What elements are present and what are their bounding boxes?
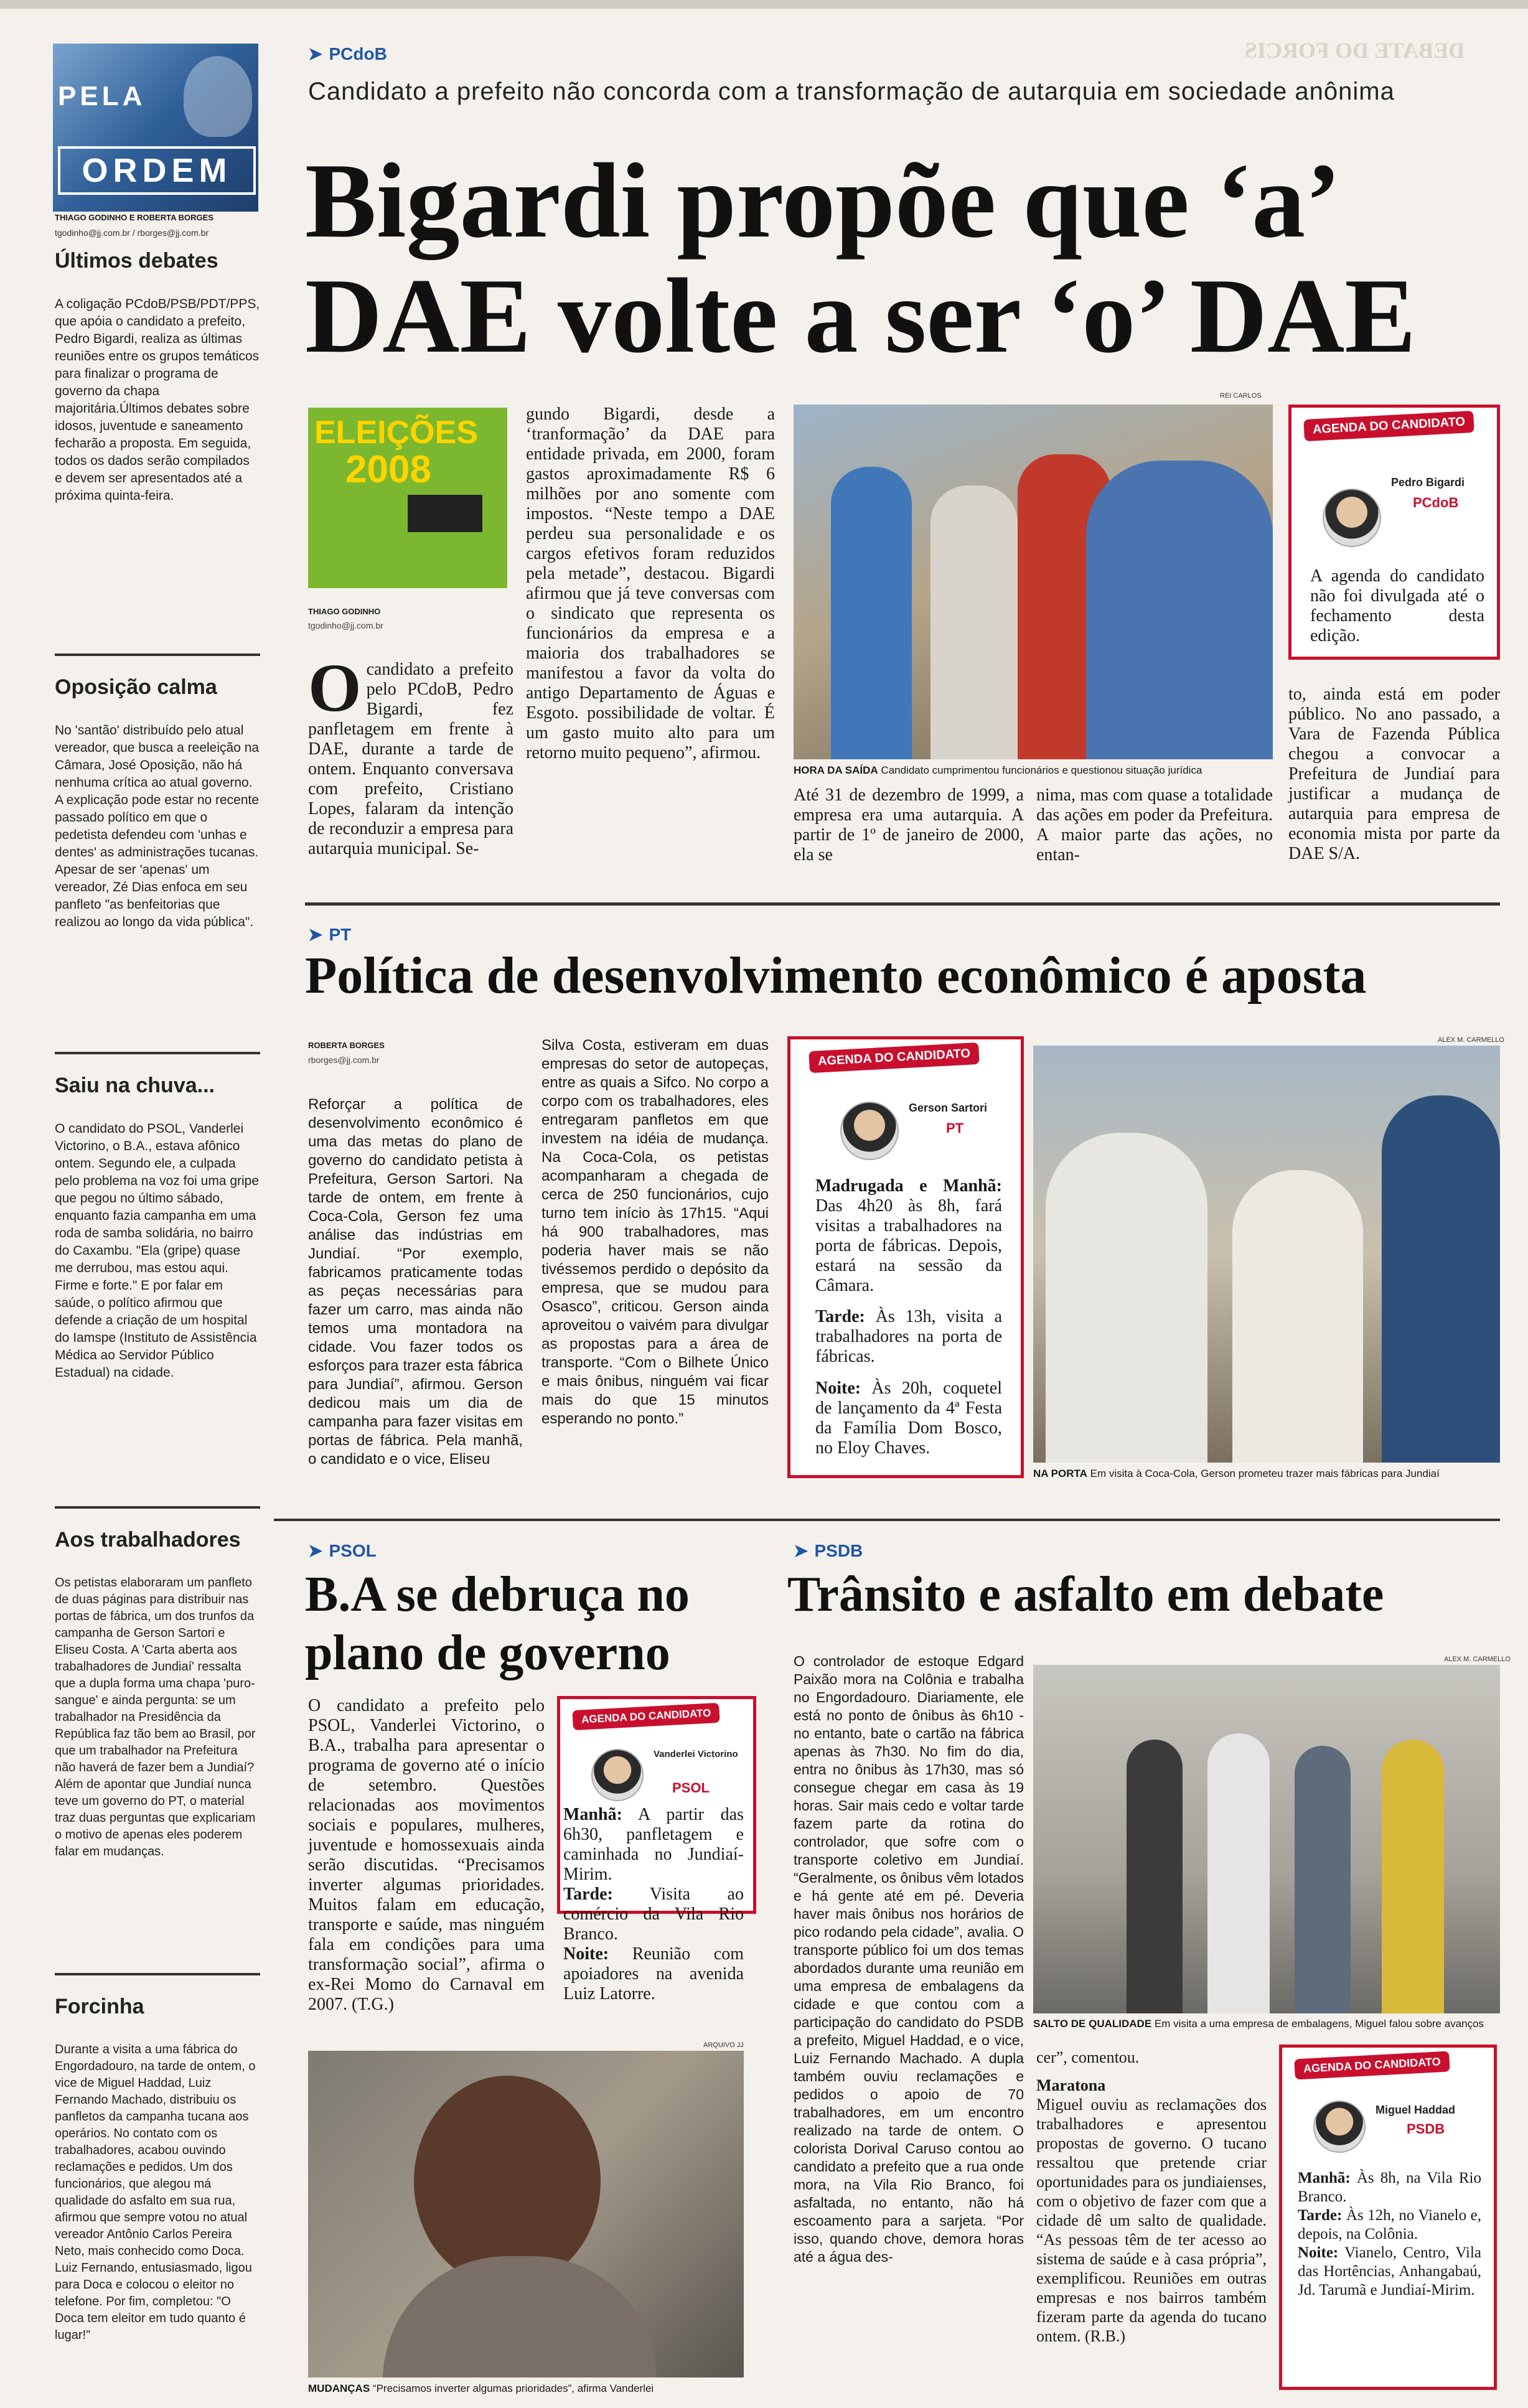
agenda-item-text: A partir das 6h30, panfletagem e caminhada no Jundiaí-Mirim. [563,1805,744,1884]
hand-illustration [184,56,252,137]
section-divider [305,902,1500,906]
story2-kicker [308,924,351,945]
top-edge [0,0,1528,9]
story1-photo [794,405,1273,759]
agenda-name: Vanderlei Victorino [654,1749,738,1759]
note-title: Últimos debates [55,249,218,273]
agenda-item-text: Reunião com apoiadores na avenida Luiz Latorre. [563,1944,744,2003]
kicker-label: PT [329,925,352,944]
story4-photo [1033,1665,1500,2013]
note-4 [55,1528,260,1860]
caption-label: HORA DA SAÍDA [794,764,878,776]
photo-credit: ALEX M. CARMELLO [1438,1036,1504,1044]
agenda-item-label: Madrugada e Manhã: [815,1176,1002,1196]
divider [55,1506,260,1509]
agenda-item-text: Às 12h, no Vianelo e, depois, na Colônia. [1298,2207,1481,2242]
agenda-item-text: Às 13h, visita a trabalhadores na porta de fábricas. [815,1307,1002,1366]
caption-label: MUDANÇAS [308,2382,370,2394]
story1-col1 [308,650,513,859]
agenda-item-1 [1298,2169,1481,2206]
story1-col5: to, ainda está em poder público. No ano passado, a Vara de Fazenda Pública chegou a convocar a Prefeitura de Jundiaí para justificar a mudança de autarquia para empresa de economia mista por parte da DAE S/A. [1288,685,1500,863]
story3-headline: B.A se debruça no plano de governo [305,1567,690,1680]
agenda-party: PSDB [1407,2121,1445,2137]
agenda-item-label: Manhã: [1298,2170,1351,2186]
story2-email: rborges@jj.com.br [308,1055,380,1065]
dropcap: O [308,650,362,726]
note-5 [55,1995,260,2344]
agenda-items [1298,2169,1481,2300]
story4-col1: O controlador de estoque Edgard Paixão mora na Colônia e trabalha no Engordadouro. Diariamente, ele está no ponto de ônibus às 6h10 - no entanto, bate o cartão na fábrica apenas às 7h30. No fim do dia, entra no ônibus às 17h30, mas só consegue chegar em casa às 19 horas. Sair mais cedo e voltar tarde fazem parte da rotina do controlador, que sofre com o transporte coletivo em Jundiaí. “Geralmente, os ônibus vêm lotados e há gente até em pé. Deveria haver mais ônibus nos horários de pico rodando pela cidade”, avalia. O transporte público foi um dos temas abordados durante uma reunião em uma empresa de embalagens da cidade e que contou com a participação do candidato do PSDB a prefeito, Miguel Haddad, e o vice, Luiz Fernando Machado. A dupla também ouviu reclamações e pedidos o apoio de 70 trabalhadores, em um encontro realizado na tarde de ontem. O colorista Dorival Caruso contou ao candidato a prefeito que a rua onde mora, na Vila Rio Branco, foi asfaltada, no entanto, não há escoamento para a sarjeta. “Por isso, quando chove, demora horas até a água des- [794,1653,1024,2265]
candidate-photo [1313,2101,1366,2153]
story2-photo [1033,1046,1500,1463]
agenda-item-3 [1298,2244,1481,2300]
note-text: A coligação PCdoB/PSB/PDT/PPS, que apóia o candidato a prefeito, Pedro Bigardi, realiza as últimas reuniões entre os grupos temáticos para finalizar o programa de governo da chapa majoritária.Últimos debates sobre idosos, juventude e saneamento fecharão a proposta. Em seguida, todos os dados serão compilados e devem ser apresentados até a próxima quinta-feira. [55,297,260,503]
caption-label: NA PORTA [1033,1468,1087,1479]
column-logo [53,44,258,212]
agenda-name: Miguel Haddad [1376,2104,1456,2116]
agenda-item-text: Às 20h, coquetel de lançamento da 4ª Festa da Família Dom Bosco, no Eloy Chaves. [815,1379,1003,1458]
caption-text: Candidato cumprimentou funcionários e questionou situação jurídica [881,764,1202,776]
agenda-item-1 [563,1805,744,1885]
ballot-keypad-icon [408,495,482,532]
caption-text: Em visita a uma empresa de embalagens, Miguel falou sobre avanços [1154,2018,1484,2030]
arrow-icon: ➤ [308,1541,323,1560]
kicker-label: PSDB [814,1541,863,1560]
candidate-photo [840,1102,899,1160]
agenda-title: AGENDA DO CANDIDATO [1303,411,1474,441]
agenda-item-label: Noite: [563,1944,609,1964]
agenda-item-2 [1298,2206,1481,2244]
note-text: O candidato do PSOL, Vanderlei Victorino, o B.A., estava afônico ontem. Segundo ele, a culpada pelo problema na voz foi uma gripe que pegou no último sábado, enquanto fazia campanha em uma roda de samba solidária, no bairro do Caxambu. "Ela (gripe) quase me derrubou, mas estou aqui. Firme e forte." E por falar em saúde, o político afirmou que defende a criação de um hospital do Iamspe (Instituto de Assistência Médica ao Servidor Público Estadual) na cidade. [55,1122,260,1380]
agenda-item-text: Das 4h20 às 8h, fará visitas a trabalhadores na porta de fábricas. Depois, estará na sessão da Câmara. [815,1196,1002,1295]
story1-byline: THIAGO GODINHO [308,607,381,616]
story4-caption [1033,2018,1506,2030]
note-text: No 'santão' distribuído pelo atual vereador, que busca a reeleição na Câmara, José Oposição, não há nenhuma crítica ao atual governo. A explicação pode estar no recente passado político em que o pedetista defendeu com 'unhas e dentes' as administrações tucanas. Apesar de ser 'apenas' um vereador, Zé Dias enfoca em seu panfleto "as benfeitorias que realizou ao longo da vida pública". [55,723,260,929]
caption-text: Em visita à Coca-Cola, Gerson prometeu trazer mais fábricas para Jundiaí [1090,1468,1440,1479]
story4-headline: Trânsito e asfalto em debate [787,1567,1384,1622]
agenda-title: AGENDA DO CANDIDATO [1294,2051,1450,2080]
divider [55,1052,260,1054]
agenda-item-2 [563,1885,744,1944]
col2-lead: cer”, comentou. [1036,2048,1140,2066]
note-title: Forcinha [55,1995,144,2018]
arrow-icon: ➤ [308,44,323,63]
story2-col1: Reforçar a política de desenvolvimento econômico é uma das metas do plano de governo do candidato petista à Prefeitura, Gerson Sartori. Na tarde de ontem, em frente à Coca-Cola, Gerson fez uma análise das indústrias em Jundiaí. “Por exemplo, fabricamos praticamente todas as peças necessárias para fazer um carro, mas ainda não temos uma montadora na cidade. Vou fazer todos os esforços para trazer esta fábrica para Jundiaí”, afirmou. Gerson dedicou mais um dia de campanha para fazer visitas em portas de fábrica. Pela manhã, o candidato e o vice, Eliseu [308,1096,523,1468]
story1-col3: Até 31 de dezembro de 1999, a empresa era uma autarquia. A partir de 1º de janeiro de 2000, ela se [794,785,1024,864]
story1-deck: Candidato a prefeito não concorda com a transformação de autarquia em sociedade anônima [308,78,1395,105]
badge-line2: 2008 [345,448,431,491]
story1-email: tgodinho@jj.com.br [308,621,383,630]
caption-label: SALTO DE QUALIDADE [1033,2018,1152,2030]
story4-kicker [794,1540,863,1561]
story1-agenda [1288,405,1500,660]
note-text: Os petistas elaboraram um panfleto de duas páginas para distribuir nas portas de fábrica, um dos trunfos da campanha de Gerson Sartori e Eliseu Costa. A 'Carta aberta aos trabalhadores de Jundiaí' ressalta que a dupla forma uma chapa 'puro-sangue' e ainda pergunta: se um trabalhador na Presidência da República faz tão bem ao Brasil, por que um trabalhador na Prefeitura não haverá de fazer bem a Jundiaí? Além de apontar que Jundiaí nunca teve um governo do PT, o material traz duas perguntas que explicariam o motivo de apenas eles poderem falar em mudanças. [55,1576,256,1858]
badge-line1: ELEIÇÕES [314,415,478,451]
note-title: Aos trabalhadores [55,1528,241,1552]
show-through-text: DEBATE DO FORCIS [1245,38,1465,63]
agenda-item-label: Noite: [1298,2244,1339,2261]
section-divider [274,1519,1500,1521]
story3-kicker [308,1540,377,1561]
story4-agenda [1279,2045,1497,2390]
story3-col1: O candidato a prefeito pelo PSOL, Vanderlei Victorino, o B.A., trabalha para apresentar o programa de governo até o início de setembro. Questões relacionadas aos movimentos sociais e populares, mulheres, juventude e homossexuais ainda serão discutidas. “Precisamos inverter algumas prioridades. Muitos falam em educação, transporte e saúde, mas ninguém fala em condições para uma transformação social”, afirma o ex-Rei Momo do Carnaval em 2007. (T.G.) [308,1696,545,2014]
col-text: candidato a prefeito pelo PCdoB, Pedro Bigardi, fez panfletagem em frente à DAE, durante a tarde de ontem. Enquanto conversava com prefeito, Cristiano Lopes, falaram da intenção de reconduzir a empresa para autarquia municipal. Se- [308,660,513,858]
agenda-text: A agenda do candidato não foi divulgada até o fechamento desta edição. [1310,566,1484,645]
agenda-name: Pedro Bigardi [1391,476,1465,489]
agenda-item-label: Noite: [815,1379,861,1398]
divider [55,654,260,656]
story2-agenda [787,1036,1024,1478]
column-emails: tgodinho@jj.com.br / rborges@jj.com.br [55,228,209,238]
agenda-name: Gerson Sartori [909,1102,988,1114]
elections-badge [308,408,507,588]
agenda-party: PSOL [672,1780,710,1796]
agenda-item-text: Vianelo, Centro, Vila das Hortências, Anhangabaú, Jd. Tarumã e Jundiaí-Mirim. [1298,2244,1481,2298]
logo-bottom-text: ORDEM [58,146,256,195]
agenda-party: PCdoB [1413,495,1459,510]
note-2 [55,675,260,931]
note-title: Saiu na chuva... [55,1074,215,1097]
story3-photo [308,2051,744,2378]
note-text: Durante a visita a uma fábrica do Engordadouro, na tarde de ontem, o vice de Miguel Haddad, Luiz Fernando Machado, distribuiu os panfletos da campanha tucana aos operários. No contato com os trabalhadores, acabou ouvindo reclamações e pedidos. Um dos funcionários, que alegou má qualidade do asfalto em sua rua, afirmou que sempre votou no atual vereador Antônio Carlos Pereira Neto, mais conhecido como Doca. Luiz Fernando, entusiasmado, ligou para Doca e colocou o eleitor no telefone. Por fim, completou: "O Doca tem eleitor em tudo quanto é lugar!" [55,2043,256,2342]
column-authors: THIAGO GODINHO E ROBERTA BORGES [55,213,213,222]
note-3 [55,1074,260,1382]
story1-caption [794,764,1273,777]
arrow-icon: ➤ [308,925,323,944]
story2-col2: Silva Costa, estiveram em duas empresas do setor de autopeças, entre as quais a Sifco. No corpo a corpo com os trabalhadores, eles entregaram panfletos em que investem na idéia de mudança. Na Coca-Cola, os petistas acompanharam a chegada de cerca de 250 funcionários, cujo turno tem início às 17h15. “Aqui há 900 trabalhadores, mas poderia haver mais se não tivéssemos perdido o depósito da empresa, que se mudou para Osasco”, criticou. Gerson ainda aproveitou o vaivém para divulgar as propostas para a área de transporte. “Com o Bilhete Único e mais ônibus, ninguém vai ficar mais do que 15 minutos esperando no ponto.” [541,1037,769,1427]
divider [55,1973,260,1975]
agenda-item-2 [815,1307,1002,1367]
agenda-item-text: Visita ao comércio da Vila Rio Branco. [563,1885,744,1944]
agenda-item-label: Manhã: [563,1805,622,1824]
story3-agenda-items [563,1805,744,2004]
agenda-item-label: Tarde: [1298,2207,1343,2224]
agenda-party: PT [946,1120,964,1136]
story3-caption [308,2382,756,2395]
story1-col2: gundo Bigardi, desde a ‘tranformação’ da DAE para entidade privada, em 2000, foram gastos aproximadamente R$ 6 milhões por ano somente com impostos. “Neste tempo a DAE perdeu sua personalidade e os cargos efetivos foram reduzidos pela metade”, destacou. Bigardi afirmou que já teve conversas com o sindicato que representa os funcionários da empresa e a maioria dos trabalhadores se manifestou a favor da volta do antigo Departamento de Águas e Esgoto. possibilidade de voltar. É um gasto muito alto para um retorno muito pequeno”, afirmou. [526,405,775,762]
story1-kicker [308,44,387,64]
agenda-title: AGENDA DO CANDIDATO [809,1042,980,1073]
story2-byline: ROBERTA BORGES [308,1041,385,1050]
subhead: Maratona [1036,2076,1106,2094]
story4-col2 [1036,2048,1267,2346]
agenda-item-1 [815,1176,1002,1296]
photo-credit: REI CARLOS [1220,392,1262,400]
caption-text: “Precisamos inverter algumas prioridades”, afirma Vanderlei [372,2382,654,2394]
story1-col4: nima, mas com quase a totalidade das ações em poder da Prefeitura. A maior parte das ações, no entan- [1036,785,1273,864]
photo-credit: ARQUIVO JJ [703,2041,744,2049]
col2-text: Miguel ouviu as reclamações dos trabalhadores e apresentou propostas de governo. O tucano ressaltou que pretende criar oportunidades para os jundiaienses, com o objetivo de fazer com que a cidade dê um salto de qualidade. “As pessoas têm de ter acesso ao sistema de saúde e à casa própria”, exemplificou. Reuniões em outras empresas e nos bairros também fizeram parte da agenda do tucano ontem. (R.B.) [1036,2096,1267,2345]
agenda-item-label: Tarde: [563,1885,613,1904]
candidate-photo [591,1749,644,1801]
arrow-icon: ➤ [794,1541,809,1560]
agenda-item-3 [563,1944,744,2004]
story2-headline: Política de desenvolvimento econômico é aposta [305,947,1367,1005]
logo-top-text: PELA [58,81,146,111]
candidate-photo [1323,489,1381,547]
story1-headline-2: DAE volte a ser ‘o’ DAE [305,257,1417,375]
kicker-label: PSOL [329,1541,377,1560]
agenda-item-label: Tarde: [815,1307,865,1326]
note-title: Oposição calma [55,675,217,699]
kicker-label: PCdoB [329,44,387,63]
agenda-item-3 [815,1379,1002,1458]
story1-headline-1: Bigardi propõe que ‘a’ [305,142,1341,260]
photo-credit: ALEX M. CARMELLO [1444,1656,1511,1663]
story2-caption [1033,1468,1506,1480]
agenda-title: AGENDA DO CANDIDATO [572,1703,720,1730]
agenda-item-text: Às 8h, na Vila Rio Branco. [1298,2170,1482,2205]
note-1 [55,249,260,505]
